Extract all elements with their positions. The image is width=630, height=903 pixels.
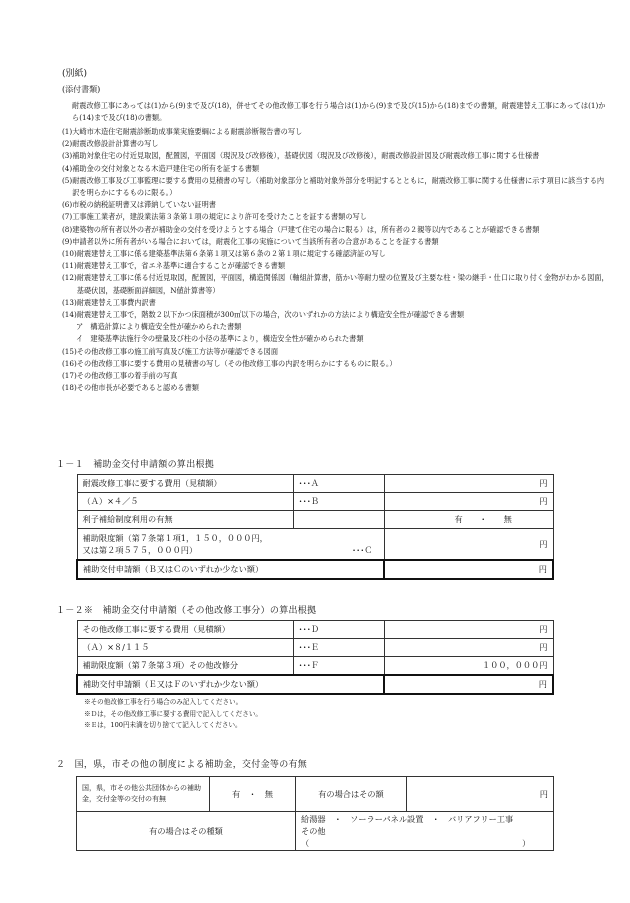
row-label: （Ａ）×４／５: [77, 493, 293, 511]
document-list-item: [62, 272, 610, 296]
document-text: 大崎市木造住宅耐震診断助成事業実施要綱による耐震診断報告書の写し: [72, 127, 303, 136]
row-value[interactable]: 円: [384, 639, 553, 657]
table-row: [77, 511, 553, 529]
table-row: [77, 639, 553, 657]
document-text: その他改修工事の着手前の写真: [76, 371, 178, 381]
document-list-item: [62, 175, 610, 199]
document-number: (15): [62, 346, 77, 356]
document-list-item: [62, 370, 610, 382]
document-list-item: [62, 224, 610, 236]
section-2-table: [76, 776, 554, 851]
document-list-item: [62, 382, 610, 394]
document-number: (6): [62, 200, 73, 210]
document-number: (11): [62, 261, 77, 271]
table-row: [77, 475, 553, 493]
document-list-item: [62, 260, 610, 272]
row-value[interactable]: 円: [384, 675, 553, 694]
document-text: 申請者以外に所有者がいる場合においては，耐震化工事の実施について当該所有者の合意があることを証する書類: [72, 236, 439, 246]
row-value[interactable]: 円: [384, 560, 553, 579]
row-code: ･･･Ｅ: [293, 639, 384, 657]
document-list-item: [62, 297, 610, 309]
document-list-item: [62, 138, 610, 150]
row-label-line2: 又は第２項５７５，０００円）: [82, 545, 198, 555]
document-list-item: [62, 163, 610, 175]
document-list-item: [62, 211, 610, 223]
note: ※Ｄは，その他改修工事に要する費用で記入してください。: [84, 709, 263, 718]
document-number: (2): [62, 139, 73, 149]
other-subsidy-question: 国，県，市その他公共団体からの補助金，交付金等の交付の有無: [77, 777, 210, 812]
row-label-line2-wrap: [83, 544, 379, 556]
row-label: 補助交付申請額（Ｂ又はＣのいずれか少ない額）: [77, 560, 384, 579]
document-number: (17): [62, 371, 77, 381]
table-row: [77, 777, 554, 812]
document-text: 耐震改修工事及び工事監理に要する費用の見積書の写し（補助対象部分と補助対象外部分を明記するとともに，耐震改修工事に関する仕様書に示す項目に該当する内訳を明らかにするものに限る。）: [72, 175, 605, 198]
row-label: 補助限度額（第７条第３項）その他改修分: [77, 657, 293, 676]
document-number: (16): [62, 358, 77, 368]
document-list-item: [62, 346, 610, 358]
table-row: [77, 529, 553, 561]
section-1-2-notes: [84, 697, 262, 732]
document-text: 建築物の所有者以外の者が補助金の交付を受けようとする場合（戸建て住宅の場合に限る）は，所有者の２親等以内であることが確認できる書類: [72, 224, 540, 234]
row-label: 補助交付申請額（Ｅ又はＦのいずれか少ない額）: [77, 675, 384, 694]
document-text: 補助金の交付対象となる木造戸建住宅の所有を証する書類: [72, 163, 260, 173]
document-subitem: ア 構造計算により構造安全性が確かめられた書類: [76, 322, 242, 332]
document-number: (1): [62, 127, 73, 136]
section-1-2-table: [76, 620, 554, 695]
attachment-marker: (別紙): [62, 69, 88, 79]
amount-value[interactable]: 円: [407, 777, 554, 812]
row-code: ･･･Ａ: [293, 475, 384, 493]
table-row: [77, 493, 553, 511]
table-row: [77, 812, 554, 851]
document-list-item: [62, 248, 610, 260]
document-number: (12): [62, 273, 77, 283]
document-text: 耐震建替え工事で，階数２以下かつ床面積が300㎡以下の場合，次のいずれかの方法により構造安全性が確認できる書類: [76, 310, 465, 320]
row-code: [293, 511, 384, 529]
row-label: 耐震改修工事に要する費用（見積額）: [77, 475, 293, 493]
document-text: 市税の納税証明書又は滞納していない証明書: [72, 200, 216, 210]
section-1-1-table: [76, 474, 554, 580]
row-label: [77, 529, 384, 561]
type-label: 有の場合はその種類: [77, 812, 296, 851]
table-row: [77, 621, 553, 639]
row-value[interactable]: 円: [384, 475, 553, 493]
document-text: その他改修工事の施工前写真及び施工方法等が確認できる図面: [76, 346, 279, 356]
note: ※その他改修工事を行う場合のみ記入してください。: [84, 698, 243, 706]
section-1-2-title: １－２※ 補助金交付申請額（その他改修工事分）の算出根拠: [56, 606, 317, 616]
document-number: (3): [62, 151, 73, 161]
table-row: [77, 560, 553, 579]
document-number: (18): [62, 383, 77, 393]
row-label: 利子補給制度利用の有無: [77, 511, 293, 529]
interest-subsidy-choice[interactable]: 有 ・ 無: [384, 511, 553, 529]
attached-documents-heading: (添付書類): [62, 85, 101, 94]
document-list-item: [62, 236, 610, 248]
document-list-item: [62, 309, 610, 321]
table-row: [77, 657, 553, 676]
document-text: その他市長が必要であると認める書類: [76, 383, 199, 393]
document-number: (7): [62, 212, 73, 222]
table-row: [77, 675, 553, 694]
row-value[interactable]: 円: [384, 493, 553, 511]
row-code: ･･･Ｂ: [293, 493, 384, 511]
document-text: 耐震建替え工事に係る建築基準法第６条第１項又は第６条の２第１項に規定する確認済証の写し: [76, 249, 386, 259]
row-value[interactable]: 円: [384, 621, 553, 639]
document-number: (5): [62, 175, 73, 185]
document-list-item: [62, 199, 610, 211]
amount-label: 有の場合はその額: [296, 777, 407, 812]
type-other-line[interactable]: その他（ ）: [301, 826, 531, 848]
row-label-line1: 補助限度額（第７条第１項1，１５０，０００円，: [82, 533, 268, 543]
type-options[interactable]: [296, 812, 554, 851]
section-2-title: ２ 国，県，市その他の制度による補助金，交付金等の有無: [56, 760, 308, 770]
document-number: (4): [62, 163, 73, 173]
attached-documents-list: [62, 126, 610, 394]
attached-documents-intro: 耐震改修工事にあっては(1)から(9)まで及び(18)，併せてその他改修工事を行う場合は(1)から(9)まで及び(15)から(18)までの書類，耐震建替え工事にあっては(1)から(14)まで及び(18)の書類。: [72, 101, 606, 122]
document-number: (14): [62, 310, 77, 320]
note: ※Ｅは，100円未満を切り捨てて記入してください。: [84, 721, 242, 729]
row-code: ･･･Ｆ: [293, 657, 384, 676]
document-text: 耐震改修設計計算書の写し: [72, 139, 159, 149]
document-text: その他改修工事に要する費用の見積書の写し（その他改修工事の内訳を明らかにするものに限る。）: [76, 358, 397, 368]
other-subsidy-choice[interactable]: 有 ・ 無: [210, 777, 296, 812]
document-text: 耐震建替え工事に係る付近見取図，配置図，平面図，構造関係図（軸組計算書，筋かい等耐力壁の位置及び主要な柱・梁の継手・仕口に取り付く金物がわかる図面，基礎伏図，基礎断面詳細図，N値計算書等）: [76, 273, 609, 295]
document-number: (8): [62, 224, 73, 234]
row-code: ･･･Ｄ: [293, 621, 384, 639]
row-value: １００，０００円: [384, 657, 553, 676]
document-text: 耐震建替え工事で，省エネ基準に適合することが確認できる書類: [76, 261, 286, 271]
row-label: その他改修工事に要する費用（見積額）: [77, 621, 293, 639]
document-number: (13): [62, 297, 77, 307]
document-number: (10): [62, 249, 77, 259]
row-code: ･･･Ｃ: [352, 545, 373, 555]
row-label: （Ａ）×８/１１５: [77, 639, 293, 657]
document-list-item: [62, 126, 610, 138]
section-1-1-title: １－１ 補助金交付申請額の算出根拠: [56, 460, 215, 470]
document-list-item: [62, 150, 610, 162]
document-text: 補助対象住宅の付近見取図，配置図，平面図（現況及び改修後），基礎伏図（現況及び改修後），耐震改修設計図及び耐震改修工事に関する仕様書: [72, 151, 540, 161]
document-text: 耐震建替え工事費内訳書: [76, 297, 156, 307]
document-list-item: [62, 358, 610, 370]
type-options-line1[interactable]: 給湯器 ・ ソーラーパネル設置 ・ バリアフリー工事: [301, 814, 514, 824]
document-number: (9): [62, 236, 73, 246]
row-value[interactable]: 円: [384, 529, 553, 561]
document-text: 工事施工業者が，建設業法第３条第１項の規定により許可を受けたことを証する書類の写し: [72, 212, 367, 222]
document-subitem: イ 建築基準法施行令の壁量及び柱の小径の基準により，構造安全性が確かめられた書類: [76, 334, 364, 344]
